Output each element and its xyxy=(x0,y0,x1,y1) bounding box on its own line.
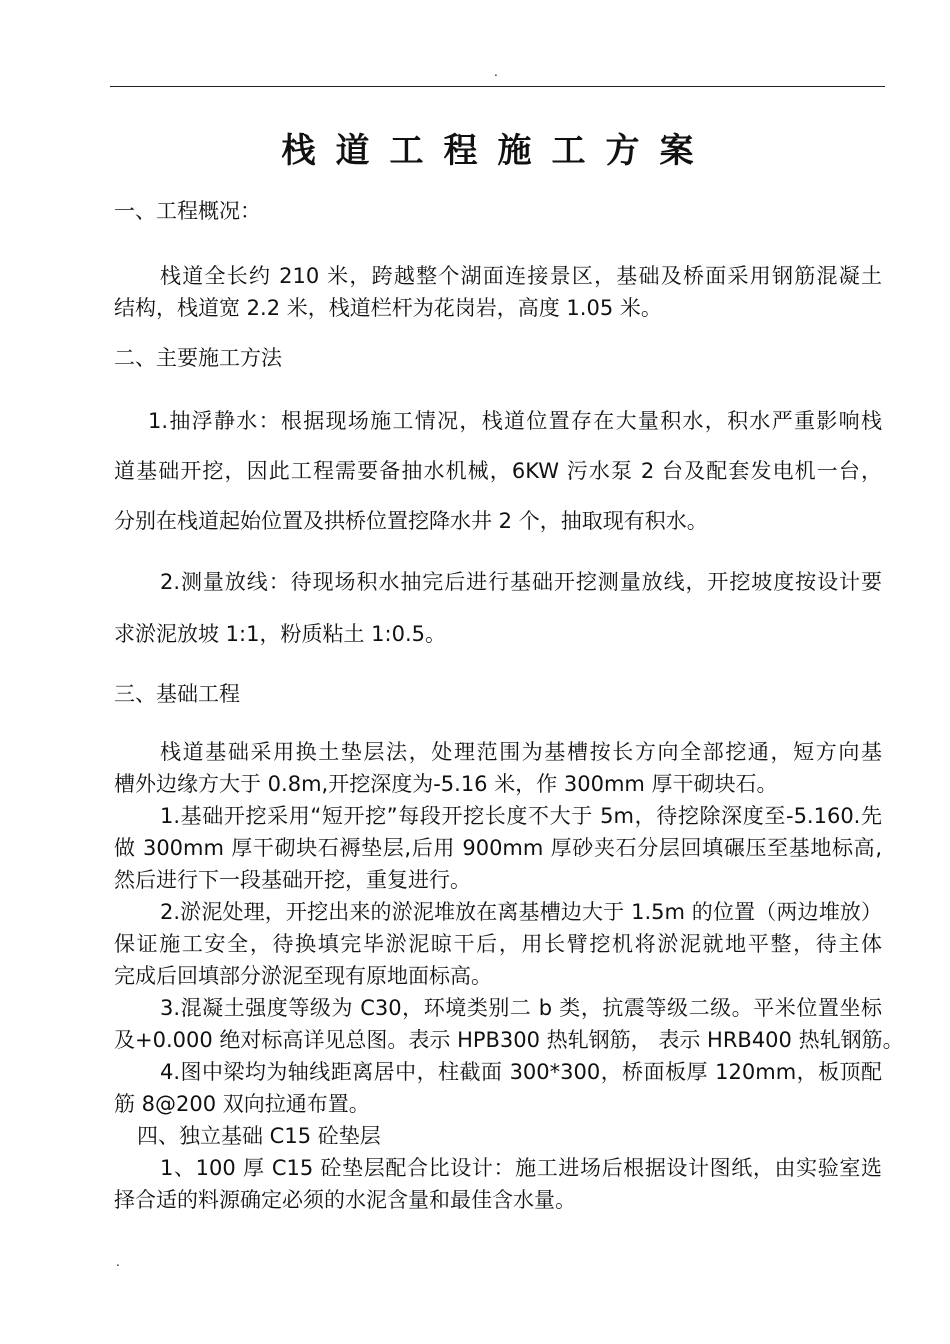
paragraph-line: 1.基础开挖采用“短开挖”每段开挖长度不大于 5m，待挖除深度至-5.160.先 xyxy=(160,804,882,828)
paragraph-line: 然后进行下一段基础开挖，重复进行。 xyxy=(114,868,471,892)
paragraph-line: 4.图中梁均为轴线距离居中，柱截面 300*300，桥面板厚 120mm，板顶配 xyxy=(160,1060,882,1084)
paragraph-line: 求淤泥放坡 1:1，粉质粘土 1:0.5。 xyxy=(114,622,446,646)
paragraph-line: 栈道全长约 210 米，跨越整个湖面连接景区，基础及桥面采用钢筋混凝土 xyxy=(160,264,882,288)
paragraph-line: 做 300mm 厚干砌块石褥垫层,后用 900mm 厚砂夹石分层回填碾压至基地标高, xyxy=(114,836,882,860)
section-heading-methods: 二、主要施工方法 xyxy=(114,346,282,370)
paragraph-line: 保证施工安全，待换填完毕淤泥晾干后，用长臂挖机将淤泥就地平整，待主体 xyxy=(114,932,882,956)
paragraph-line: 道基础开挖，因此工程需要备抽水机械，6KW 污水泵 2 台及配套发电机一台， xyxy=(114,459,882,483)
paragraph-line: 栈道基础采用换土垫层法，处理范围为基槽按长方向全部挖通，短方向基 xyxy=(160,740,882,764)
footer-mark: . xyxy=(116,1255,120,1269)
paragraph-line: 及+0.000 绝对标高详见总图。表示 HPB300 热轧钢筋， 表示 HRB400 热轧钢筋。 xyxy=(114,1028,904,1052)
paragraph-line: 分别在栈道起始位置及拱桥位置挖降水井 2 个，抽取现有积水。 xyxy=(114,509,708,533)
paragraph-line: 择合适的料源确定必须的水泥含量和最佳含水量。 xyxy=(114,1188,576,1212)
paragraph-line: 1.抽浮静水：根据现场施工情况，栈道位置存在大量积水，积水严重影响栈 xyxy=(148,409,882,433)
section-heading-foundation: 三、基础工程 xyxy=(114,682,240,706)
paragraph-line: 2.测量放线：待现场积水抽完后进行基础开挖测量放线，开挖坡度按设计要 xyxy=(160,570,882,594)
paragraph-line: 3.混凝土强度等级为 C30，环境类别二 b 类，抗震等级二级。平米位置坐标 xyxy=(160,996,882,1020)
paragraph-line: 筋 8@200 双向拉通布置。 xyxy=(114,1092,370,1116)
paragraph-line: 槽外边缘方大于 0.8m,开挖深度为-5.16 米，作 300mm 厚干砌块石。 xyxy=(114,772,778,796)
section-heading-overview: 一、工程概况： xyxy=(114,199,261,223)
paragraph-line: 完成后回填部分淤泥至现有原地面标高。 xyxy=(114,964,492,988)
header-rule xyxy=(110,86,885,87)
paragraph-line: 结构，栈道宽 2.2 米，栈道栏杆为花岗岩，高度 1.05 米。 xyxy=(114,296,662,320)
paragraph-line: 1、100 厚 C15 砼垫层配合比设计：施工进场后根据设计图纸，由实验室选 xyxy=(160,1156,882,1180)
header-mark: . xyxy=(494,65,498,79)
section-heading-pad: 四、独立基础 C15 砼垫层 xyxy=(137,1124,381,1148)
paragraph-line: 2.淤泥处理，开挖出来的淤泥堆放在离基槽边大于 1.5m 的位置（两边堆放） xyxy=(160,900,882,924)
document-title: 栈道工程施工方案 xyxy=(281,131,714,171)
